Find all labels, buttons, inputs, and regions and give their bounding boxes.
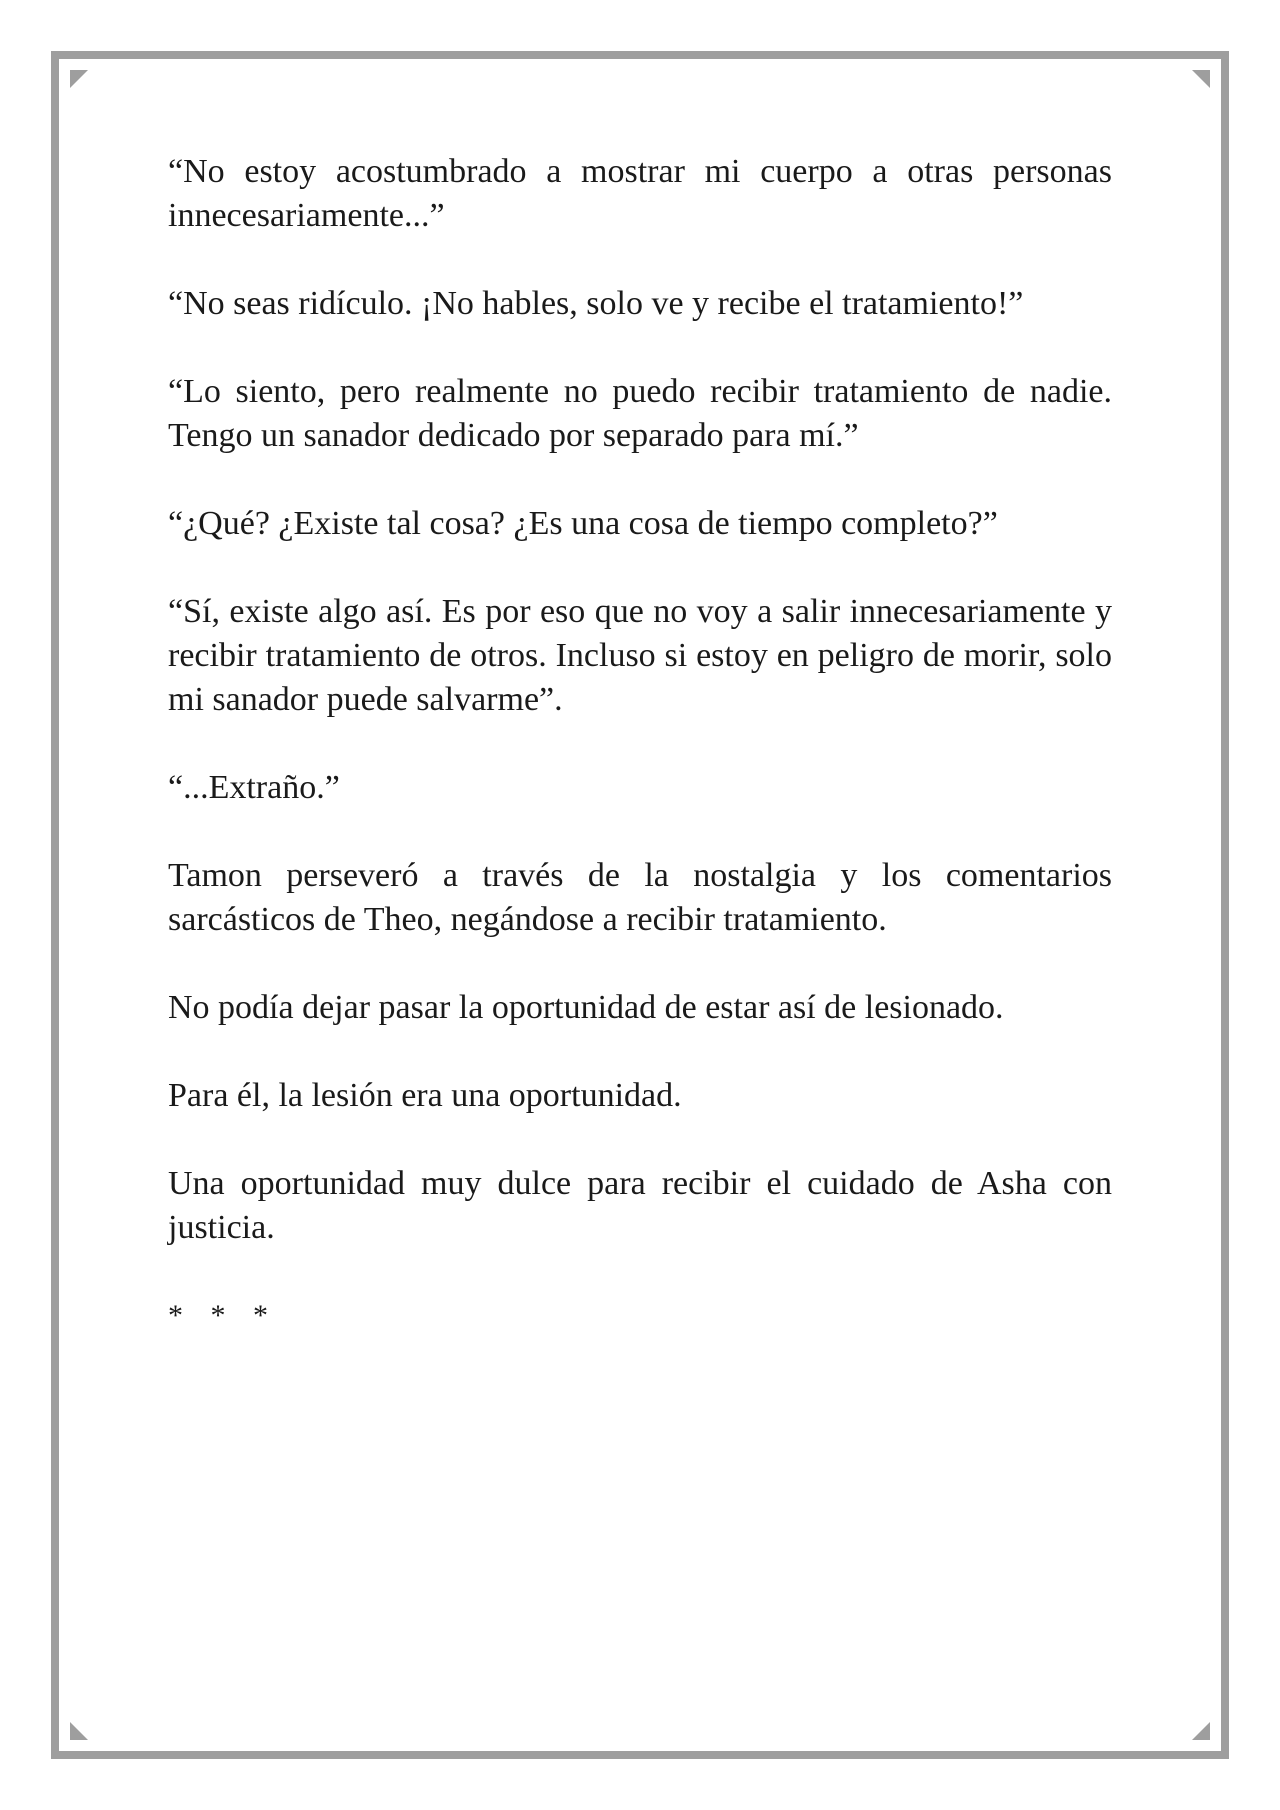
page-body [168,150,1112,1382]
frame-corner-top-right [1221,51,1229,59]
frame-bottom-border [58,1751,1222,1759]
paragraph: “No estoy acostumbrado a mostrar mi cuerpo a otras personas innecesariamente...” [168,153,1112,234]
paragraph: “Sí, existe algo así. Es por eso que no voy a salir innecesariamente y recibir tratamiento de otros. Incluso si estoy en peligro de morir, solo mi sanador puede salvarme”. [168,593,1112,718]
frame-left-border [51,58,59,1752]
corner-ornament-bottom-right [1192,1722,1210,1740]
frame-corner-bottom-left [51,1751,59,1759]
corner-ornament-top-left [70,70,88,88]
paragraph: “No seas ridículo. ¡No hables, solo ve y recibe el tratamiento!” [168,285,1024,322]
frame-top-border [58,51,1222,59]
paragraph: “...Extraño.” [168,769,340,806]
frame-corner-bottom-right [1221,1751,1229,1759]
paragraph: “Lo siento, pero realmente no puedo recibir tratamiento de nadie. Tengo un sanador dedicado por separado para mí.” [168,373,1112,454]
paragraph: Tamon perseveró a través de la nostalgia y los comentarios sarcásticos de Theo, negándose a recibir tratamiento. [168,857,1112,938]
corner-ornament-top-right [1192,70,1210,88]
frame-right-border [1221,58,1229,1752]
paragraph: “¿Qué? ¿Existe tal cosa? ¿Es una cosa de tiempo completo?” [168,505,998,542]
corner-ornament-bottom-left [70,1722,88,1740]
scene-separator: * * * [168,1299,278,1332]
paragraph: Para él, la lesión era una oportunidad. [168,1077,682,1114]
frame-corner-top-left [51,51,59,59]
paragraph: No podía dejar pasar la oportunidad de estar así de lesionado. [168,989,1004,1026]
paragraph: Una oportunidad muy dulce para recibir el cuidado de Asha con justicia. [168,1165,1112,1246]
